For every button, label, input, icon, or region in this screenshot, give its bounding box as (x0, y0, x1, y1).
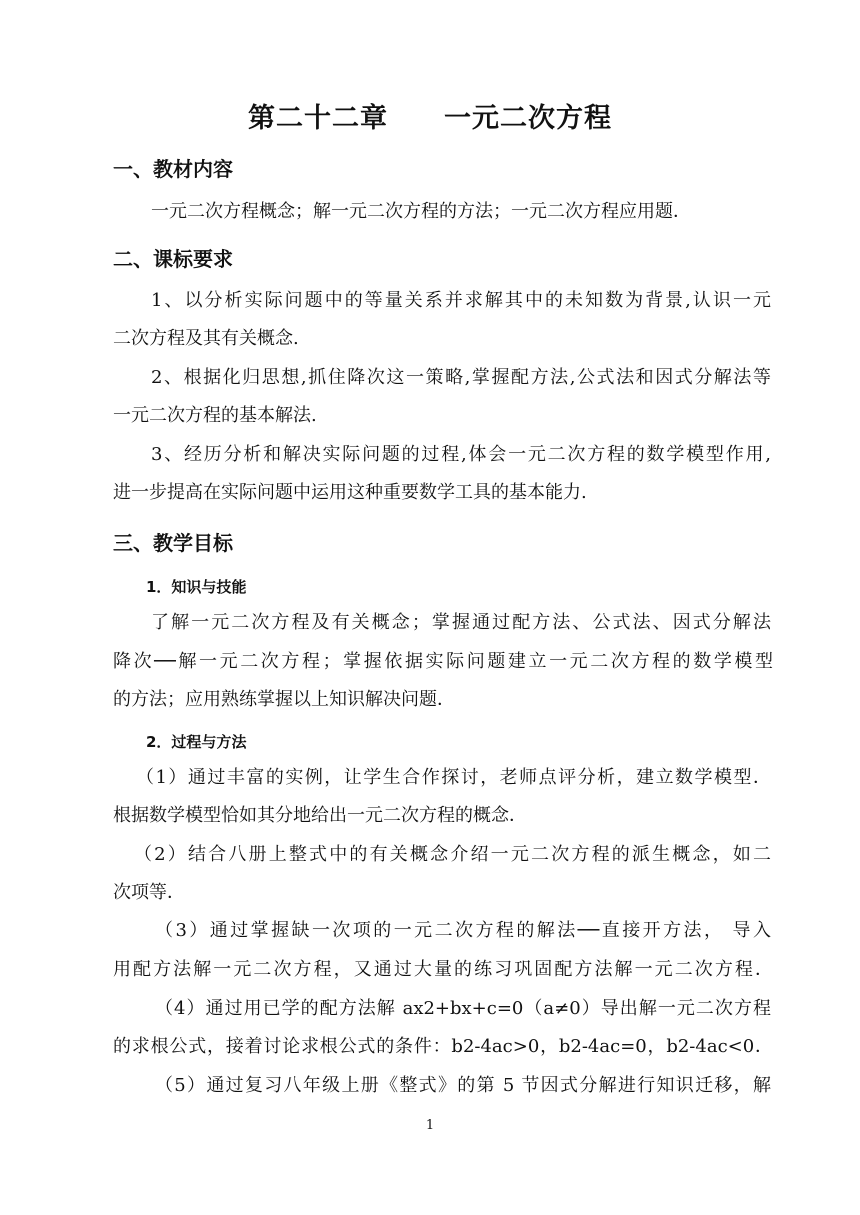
text-line: 了解一元二次方程及有关概念；掌握通过配方法、公式法、因式分解法 (151, 612, 771, 633)
chapter-name: 一元二次方程 (444, 103, 612, 134)
text-line: 进一步提高在实际问题中运用这种重要数学工具的基本能力. (113, 482, 587, 503)
text-line: （2）结合八册上整式中的有关概念介绍一元二次方程的派生概念，如二 (134, 844, 771, 865)
text-line: 降次──解一元二次方程；掌握依据实际问题建立一元二次方程的数学模型 (113, 651, 773, 672)
text-line: （1）通过丰富的实例，让学生合作探讨，老师点评分析，建立数学模型． (136, 767, 771, 788)
text-line: 二次方程及其有关概念. (113, 328, 299, 349)
chapter-number: 第二十二章 (248, 103, 388, 134)
text-line: 一元二次方程概念；解一元二次方程的方法；一元二次方程应用题． (151, 201, 691, 222)
text-line: 根据数学模型恰如其分地给出一元二次方程的概念． (113, 805, 527, 826)
text-line: 的方法；应用熟练掌握以上知识解决问题． (113, 689, 455, 710)
chapter-title (0, 96, 860, 135)
text-line: 2、根据化归思想,抓住降次这一策略,掌握配方法,公式法和因式分解法等 (151, 367, 771, 388)
text-line: 3、经历分析和解决实际问题的过程,体会一元二次方程的数学模型作用, (151, 444, 771, 465)
text-line: 次项等． (113, 882, 185, 903)
subheading-knowledge-skills: 1．知识与技能 (146, 578, 247, 596)
text-line: 用配方法解一元二次方程，又通过大量的练习巩固配方法解一元二次方程． (113, 959, 773, 980)
subheading-process-methods: 2．过程与方法 (146, 733, 247, 751)
text-line: 一元二次方程的基本解法. (113, 405, 317, 426)
text-line: 的求根公式，接着讨论求根公式的条件：b2-4ac>0，b2-4ac=0，b2-4ac<0． (113, 1036, 773, 1057)
section-heading-curriculum-requirements: 二、课标要求 (113, 247, 233, 271)
page-number: 1 (425, 1118, 435, 1133)
text-line: （5）通过复习八年级上册《整式》的第 5 节因式分解进行知识迁移，解 (155, 1075, 771, 1096)
text-line: （3）通过掌握缺一次项的一元二次方程的解法──直接开方法， 导入 (155, 920, 771, 941)
section-heading-teaching-objectives: 三、教学目标 (113, 531, 233, 555)
text-line: （4）通过用已学的配方法解 ax2+bx+c=0（a≠0）导出解一元二次方程 (155, 998, 771, 1019)
section-heading-textbook-content: 一、教材内容 (113, 157, 233, 181)
text-line: 1、以分析实际问题中的等量关系并求解其中的未知数为背景,认识一元 (151, 290, 771, 311)
